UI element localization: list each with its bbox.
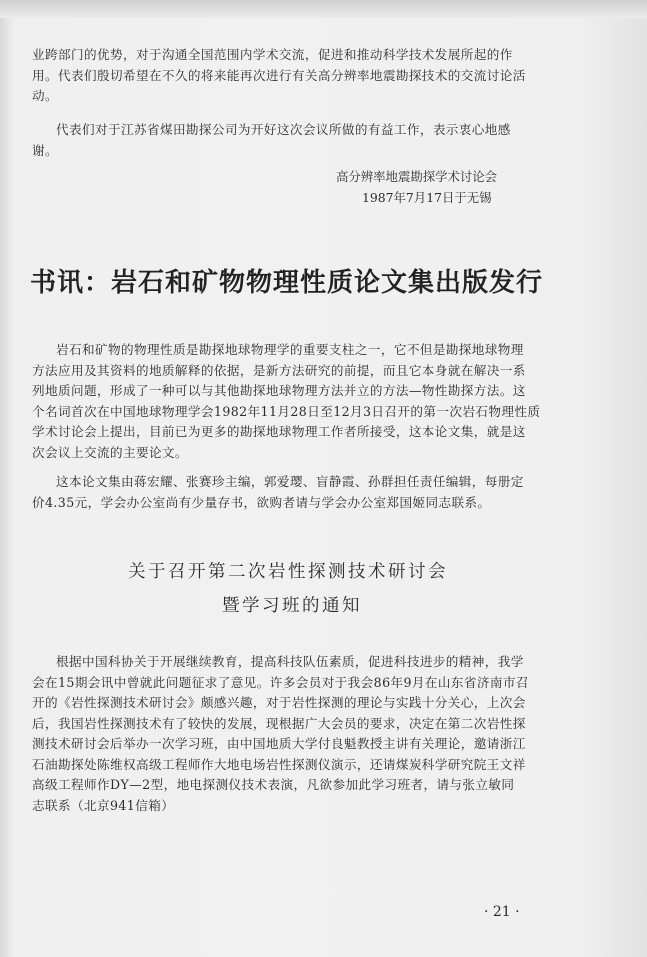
text-line: 志联系（北京941信箱） <box>32 797 175 813</box>
text-line: 会在15期会讯中曾就此问题征求了意见。许多会员对于我会86年9月在山东省济南市召 <box>32 674 529 690</box>
text-line: 根据中国科协关于开展继续教育，提高科技队伍素质，促进科技进步的精神，我学 <box>56 654 524 669</box>
text-line: 动。 <box>32 88 58 103</box>
notice-title-line-1: 关于召开第二次岩性探测技术研讨会 <box>128 562 448 582</box>
text-line: 业跨部门的优势，对于沟通全国范围内学术交流，促进和推动科学技术发展所起的作 <box>32 47 513 62</box>
text-line: 价4.35元，学会办公室尚有少量存书，欲购者请与学会办公室郑国姬同志联系。 <box>32 494 491 510</box>
book-news-headline: 书讯：岩石和矿物物理性质论文集出版发行 <box>30 268 544 298</box>
text-line: 石油勘探处陈维权高级工程师作大地电场岩性探测仪演示，还请煤炭科学研究院王文祥 <box>32 756 526 772</box>
thanks-paragraph <box>32 120 511 161</box>
text-line: 个名词首次在中国地球物理学会1982年11月28日至12月3日召开的第一次岩石物理性质 <box>32 403 541 419</box>
scan-edge <box>0 0 647 18</box>
book-news-paragraph-1 <box>32 340 540 463</box>
prev-article-paragraph <box>32 45 526 107</box>
text-line: 谢。 <box>32 142 58 158</box>
text-line: 这本论文集由蒋宏耀、张赛珍主编，郭爱璎、盲静霞、孙群担任责任编辑，每册定 <box>56 474 524 489</box>
text-line: 高级工程师作DY—2型，地电探测仪技术表演，凡欲参加此学习班者，请与张立敏同 <box>32 777 515 792</box>
text-line: 列地质问题，形成了一种可以与其他勘探地球物理方法并立的方法—物性勘探方法。这 <box>32 383 526 398</box>
text-line: 代表们对于江苏省煤田勘探公司为开好这次会议所做的有益工作，表示衷心地感 <box>56 122 511 137</box>
text-line: 岩石和矿物的物理性质是勘探地球物理学的重要支柱之一，它不但是勘探地球物理 <box>56 342 524 357</box>
text-line: 开的《岩性探测技术研讨会》颇感兴趣，对于岩性探测的理论与实践十分关心，上次会 <box>32 695 526 710</box>
book-news-paragraph-2 <box>32 472 524 513</box>
page-number: · 21 · <box>484 904 520 920</box>
text-line: 测技术研讨会后举办一次学习班，由中国地质大学付良魁教授主讲有关理论，邀请浙江 <box>32 736 526 751</box>
text-line: 次会议上交流的主要论文。 <box>32 444 188 460</box>
signature-org: 高分辨率地震勘探学术讨论会 <box>336 169 498 184</box>
notice-body <box>32 652 529 816</box>
text-line: 学术讨论会上提出，目前已为更多的勘探地球物理工作者所接受，这本论文集，就是这 <box>32 424 526 439</box>
signature-date: 1987年7月17日于无锡 <box>362 190 492 205</box>
text-line: 后，我国岩性探测技术有了较快的发展，现根据广大会员的要求，决定在第二次岩性探 <box>32 715 526 731</box>
notice-title-line-2: 暨学习班的通知 <box>222 596 362 616</box>
text-line: 用。代表们殷切希望在不久的将来能再次进行有关高分辨率地震勘探技术的交流讨论活 <box>32 67 526 83</box>
text-line: 方法应用及其资料的地质解释的依据，是新方法研究的前提，而且它本身就在解决一系 <box>32 362 526 378</box>
